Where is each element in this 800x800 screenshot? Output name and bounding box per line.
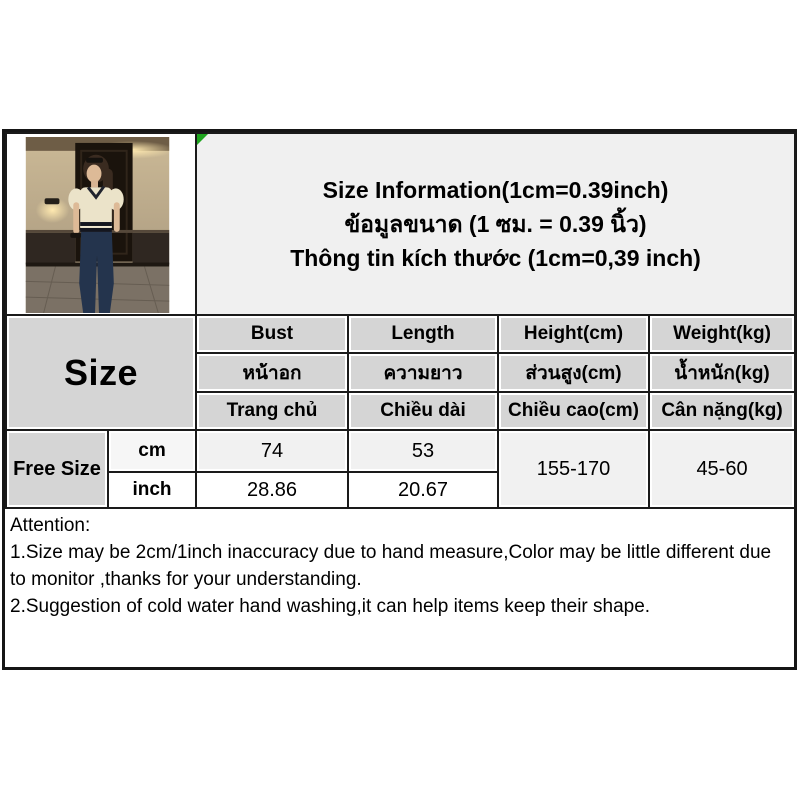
size-label-cell: Free Size	[6, 430, 108, 508]
unit-cm-label: cm	[108, 430, 196, 472]
header-weight-th: น้ำหนัก(kg)	[649, 353, 795, 392]
header-weight-vi: Cân nặng(kg)	[649, 392, 795, 430]
title-vietnamese: Thông tin kích thước (1cm=0,39 inch)	[290, 245, 701, 271]
attention-note-1: 1.Size may be 2cm/1inch inaccuracy due to hand measure,Color may be little different due to monitor ,thanks for your understanding.	[10, 542, 772, 590]
header-bust-vi: Trang chủ	[196, 392, 348, 430]
value-weight-range: 45-60	[649, 430, 795, 508]
tiled-floor	[26, 267, 169, 313]
face	[87, 165, 102, 183]
striped-hem	[80, 228, 112, 232]
size-corner-cell: Size	[6, 315, 196, 430]
value-length-cm: 53	[348, 430, 498, 472]
header-length-vi: Chiều dài	[348, 392, 498, 430]
value-bust-cm: 74	[196, 430, 348, 472]
attention-note-2: 2.Suggestion of cold water hand washing,it can help items keep their shape.	[10, 596, 651, 617]
header-height-th: ส่วนสูง(cm)	[498, 353, 649, 392]
title-english: Size Information(1cm=0.39inch)	[322, 177, 669, 203]
header-bust-th: หน้าอก	[196, 353, 348, 392]
value-height-range: 155-170	[498, 430, 649, 508]
sunglasses-in-hand	[70, 233, 81, 238]
size-table	[5, 132, 796, 509]
header-length-en: Length	[348, 315, 498, 353]
title-cell	[196, 133, 795, 315]
unit-inch-label: inch	[108, 472, 196, 508]
title-row	[6, 133, 795, 315]
wall-lamp	[45, 198, 60, 204]
value-bust-inch: 28.86	[196, 472, 348, 508]
title-thai: ข้อมูลขนาด (1 ซม. = 0.39 นิ้ว)	[344, 211, 647, 237]
header-bust-en: Bust	[196, 315, 348, 353]
header-row-english	[6, 315, 795, 353]
attention-section	[5, 509, 794, 667]
data-row-cm	[6, 430, 795, 472]
header-length-th: ความยาว	[348, 353, 498, 392]
size-chart-frame	[2, 129, 797, 670]
header-weight-en: Weight(kg)	[649, 315, 795, 353]
sunglasses-on-head	[86, 158, 103, 163]
photo-cell	[6, 133, 196, 315]
header-height-en: Height(cm)	[498, 315, 649, 353]
attention-heading: Attention:	[10, 515, 91, 536]
header-height-vi: Chiều cao(cm)	[498, 392, 649, 430]
cell-comment-flag-icon	[197, 134, 208, 145]
arm	[73, 202, 79, 234]
product-photo	[25, 137, 170, 313]
value-length-inch: 20.67	[348, 472, 498, 508]
